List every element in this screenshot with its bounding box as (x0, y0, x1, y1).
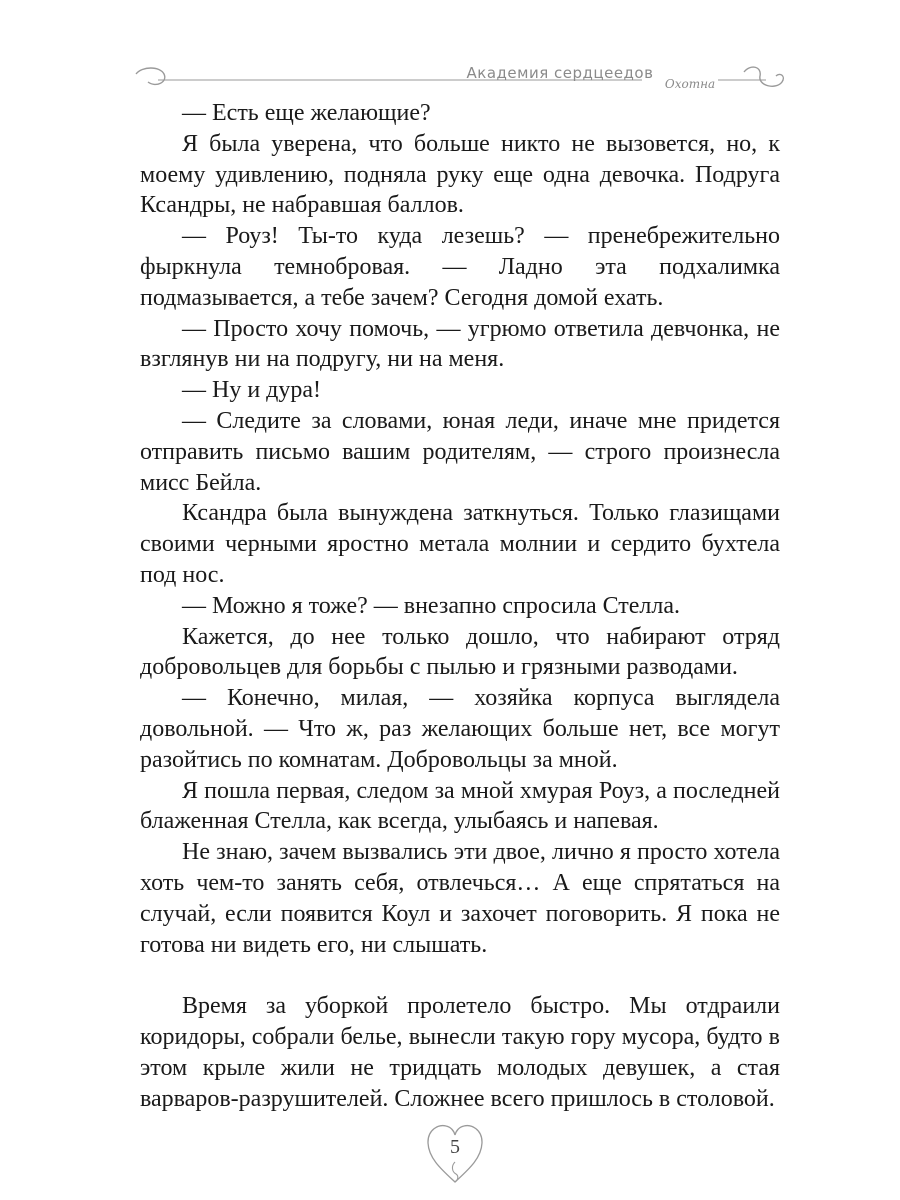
paragraph: — Роуз! Ты-то куда лезешь? — пренебрежительно фыркнула темнобровая. — Ладно эта подхалимка подмазывается, а тебе зачем? Сегодня домой ехать. (140, 223, 780, 311)
paragraph: — Следите за словами, юная леди, иначе мне придется отправить письмо вашим родителям, — строго произнесла мисс Бейла. (140, 407, 780, 496)
author-name: Охотна (664, 77, 716, 91)
paragraph: Время за уборкой пролетело быстро. Мы отдраили коридоры, собрали белье, вынесли такую гору мусора, будто в этом крыле жили не тридцать молодых девушек, а стая варваров-разрушителей. Сложнее всего пришлось в столовой. (140, 993, 780, 1112)
page-number: 5 (450, 1136, 460, 1158)
paragraph: Ксандра была вынуждена заткнуться. Только глазищами своими черными яростно метала молнии и сердито бухтела под нос. (140, 500, 780, 588)
body-text (140, 98, 780, 1115)
paragraph: — Просто хочу помочь, — угрюмо ответила девчонка, не взглянув ни на подругу, ни на меня. (140, 315, 780, 373)
paragraph: Кажется, до нее только дошло, что набирают отряд добровольцев для борьбы с пылью и грязными разводами. (140, 623, 780, 681)
paragraph: Не знаю, зачем вызвались эти двое, лично я просто хотела хоть чем-то занять себя, отвлечься… А еще спрятаться на случай, если появится Коул и захочет поговорить. Я пока не готова ни видеть его, ни слышать. (140, 839, 780, 958)
paragraph: Я пошла первая, следом за мной хмурая Роуз, а последней блаженная Стелла, как всегда, улыбаясь и напевая. (140, 777, 780, 835)
page-number-badge (422, 1118, 488, 1188)
paragraph: — Есть еще желающие? (182, 100, 431, 126)
book-title: Академия сердцеедов (466, 64, 654, 82)
paragraph: — Можно я тоже? — внезапно спросила Стелла. (182, 592, 681, 619)
paragraph: — Конечно, милая, — хозяйка корпуса выглядела довольной. — Что ж, раз желающих больше нет, все могут разойтись по комнатам. Добровольцы за мной. (140, 685, 780, 773)
paragraph: Я была уверена, что больше никто не вызовется, но, к моему удивлению, подняла руку еще одна девочка. Подруга Ксандры, не набравшая баллов. (140, 130, 780, 219)
paragraph: — Ну и дура! (182, 377, 322, 404)
